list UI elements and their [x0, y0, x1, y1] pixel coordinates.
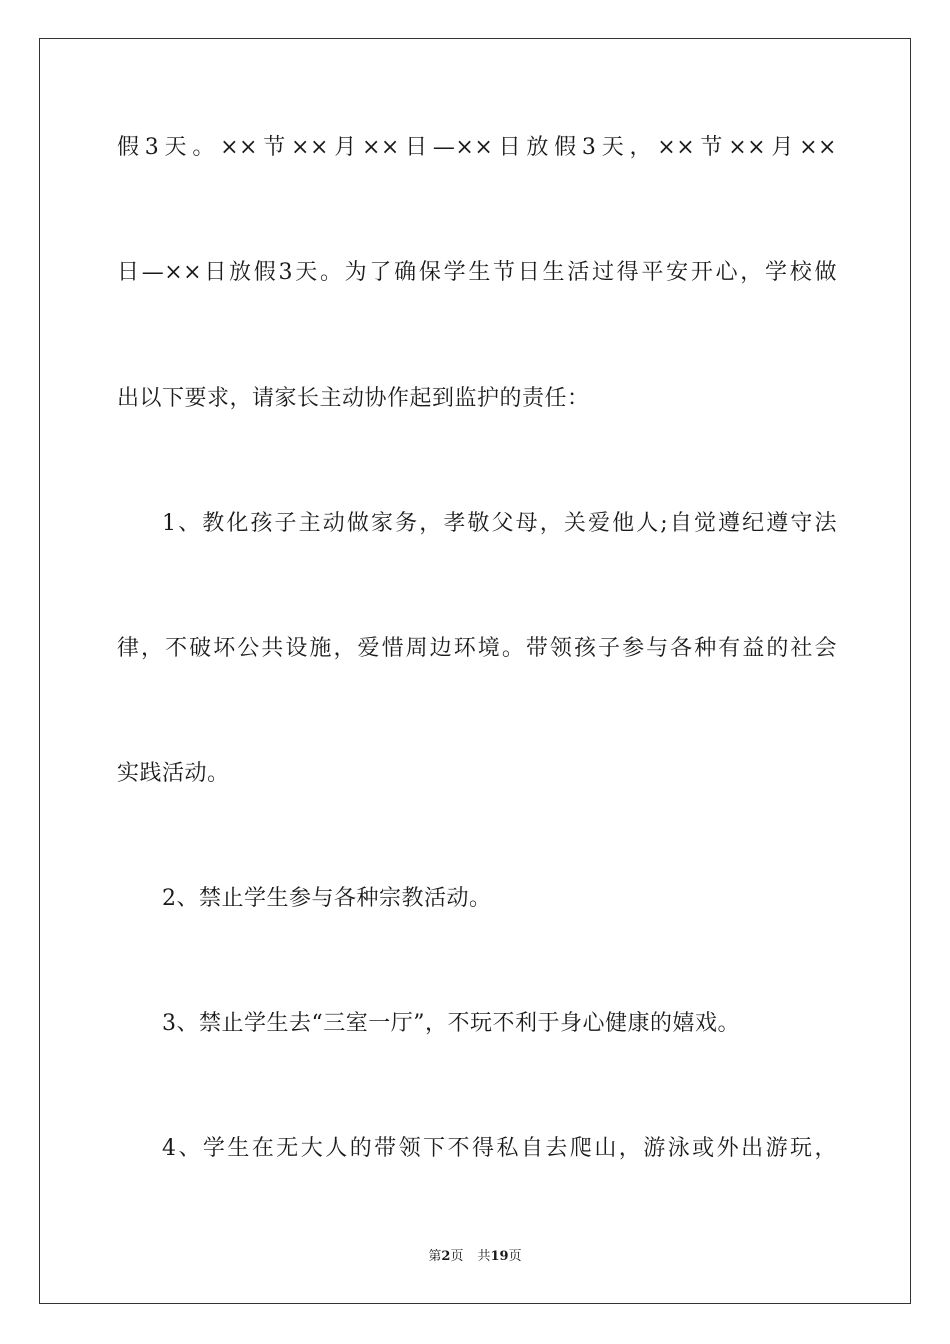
total-pages: 19: [490, 1249, 509, 1264]
page-suffix: 页: [450, 1249, 464, 1264]
text-line-2: 日—××日放假3天。为了确保学生节日生活过得平安开心，学校做: [117, 260, 837, 285]
list-item-4-line-1: 4、学生在无大人的带领下不得私自去爬山，游泳或外出游玩，: [162, 1136, 837, 1161]
page-prefix: 第: [428, 1249, 442, 1264]
page-number: 2: [441, 1249, 451, 1264]
list-item-1-line-1: 1、教化孩子主动做家务，孝敬父母，关爱他人;自觉遵纪遵守法: [162, 511, 837, 536]
total-prefix: 共: [477, 1249, 491, 1264]
page-footer: [0, 1248, 950, 1266]
text-line-3: 出以下要求，请家长主动协作起到监护的责任：: [117, 386, 590, 411]
list-item-2: 2、禁止学生参与各种宗教活动。: [162, 886, 492, 911]
list-item-3: 3、禁止学生去“三室一厅”，不玩不利于身心健康的嬉戏。: [162, 1011, 740, 1036]
text-line-1: 假3天。××节××月××日—××日放假3天，××节××月××: [117, 135, 837, 160]
total-suffix: 页: [508, 1249, 522, 1264]
list-item-1-line-3: 实践活动。: [117, 761, 230, 786]
page-border: [39, 38, 911, 1304]
list-item-1-line-2: 律，不破坏公共设施，爱惜周边环境。带领孩子参与各种有益的社会: [117, 636, 837, 661]
